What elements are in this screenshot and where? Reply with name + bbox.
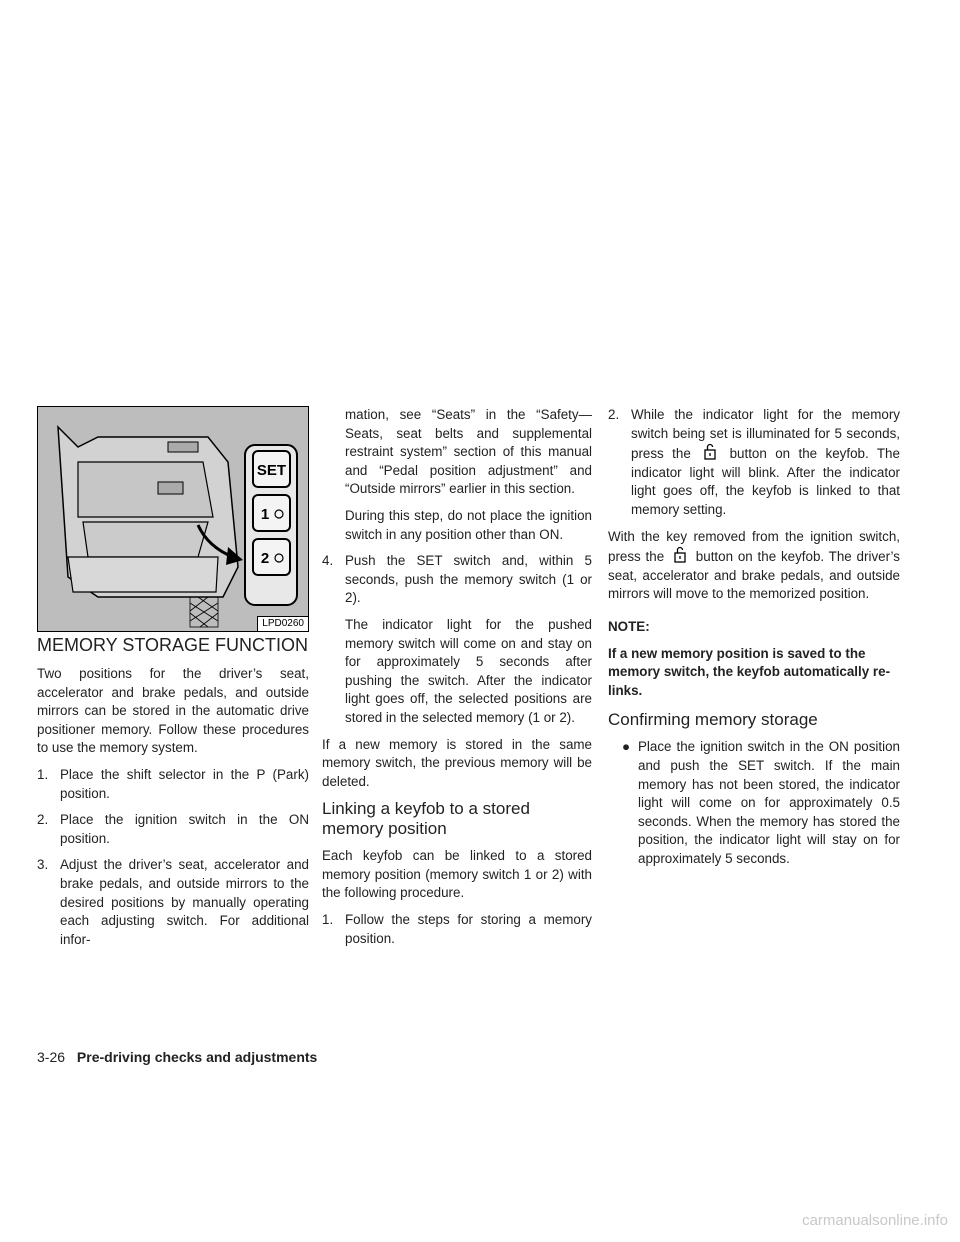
confirm-bullet: [608, 738, 900, 868]
page-footer: [37, 1048, 357, 1066]
figure-label: LPD0260: [257, 616, 308, 631]
step-number: 1.: [37, 766, 49, 782]
step-4-note: The indicator light for the pushed memory switch will come on and stay on for approximately 5 seconds after pushing the switch. After the indicator light goes off, the selected positions are stored in the selected memory (1 or 2).: [345, 616, 592, 725]
bullet-icon: ●: [622, 739, 631, 755]
section-title: Pre-driving checks and adjustments: [76, 1049, 318, 1065]
step-2: [37, 811, 309, 848]
link-step-2: [608, 406, 900, 520]
column-3: [608, 406, 900, 876]
step-3: [37, 856, 309, 949]
confirm-heading: Confirming memory storage: [608, 710, 818, 730]
confirm-text: Place the ignition switch in the ON position and push the SET switch. If the main memory has not been stored, the indicator light will come on for approximately 0.5 seconds. When the memory has stored the position, the indicator light will stay on for approximately 5 seconds.: [638, 739, 900, 866]
page-number: 3-26: [37, 1049, 66, 1065]
step-text: Follow the steps for storing a memory position.: [345, 912, 592, 946]
step-text-after: button on the keyfob. The indicator light will blink. After the indicator light goes off, the keyfob is linked to that memory setting.: [631, 446, 900, 517]
link-step-1: [322, 911, 592, 948]
link-intro-paragraph: Each keyfob can be linked to a stored memory position (memory switch 1 or 2) with the following procedure.: [322, 848, 592, 901]
step-1: [37, 766, 309, 803]
recall-text-after: button on the keyfob. The driver’s seat, accelerator and brake pedals, and outside mirrors will move to the memorized position.: [608, 549, 900, 602]
step-number: 2.: [37, 812, 49, 828]
step-3-continuation: mation, see “Seats” in the “Safety—Seats, seat belts and supplemental restraint system” section of this manual and “Pedal position adjustment” and “Outside mirrors” earlier in this section.: [345, 407, 592, 497]
keyfob-unlock-icon: [699, 443, 721, 461]
step-text: Push the SET switch and, within 5 seconds, push the memory switch (1 or 2).: [345, 553, 592, 606]
step-text: Place the shift selector in the P (Park) position.: [60, 766, 309, 801]
door-memory-switch-figure: [37, 406, 309, 632]
watermark: carmanualsonline.info: [802, 1212, 948, 1229]
overwrite-paragraph: If a new memory is stored in the same memory switch, the previous memory will be deleted.: [322, 736, 592, 789]
recall-text-before: With the key removed from the ignition switch, press the: [608, 528, 900, 565]
step-number: 1.: [322, 912, 334, 928]
step-4: [322, 552, 592, 608]
step-number: 3.: [37, 857, 49, 873]
memory-switch-2-label: 2: [260, 550, 270, 567]
link-keyfob-heading: Linking a keyfob to a stored memory position: [322, 799, 530, 839]
set-switch-label: SET: [256, 462, 287, 479]
note-heading: NOTE:: [608, 618, 650, 634]
note-body: If a new memory position is saved to the memory switch, the keyfob automatically re-links.: [608, 645, 891, 698]
section-heading: MEMORY STORAGE FUNCTION: [37, 635, 309, 655]
memory-switch-1-label: 1: [260, 506, 270, 523]
column-1: [37, 635, 309, 957]
step-number: 4.: [322, 553, 334, 569]
step-text: Adjust the driver’s seat, accelerator and brake pedals, and outside mirrors to the desired positions by manually operating each adjusting switch. For additional infor-: [60, 857, 309, 947]
keyfob-unlock-icon: [669, 546, 691, 564]
step-text: Place the ignition switch in the ON position.: [60, 812, 309, 846]
intro-paragraph: Two positions for the driver’s seat, accelerator and brake pedals, and outside mirrors can be stored in the automatic drive positioner memory. Follow these procedures to use the memory system.: [37, 666, 309, 756]
door-panel-illustration: [38, 407, 308, 631]
column-2: [322, 406, 592, 956]
step-3-note: During this step, do not place the ignition switch in any position other than ON.: [345, 507, 592, 542]
step-number: 2.: [608, 407, 620, 422]
recall-paragraph: [608, 528, 900, 604]
step-text-before: While the indicator light for the memory switch being set is illuminated for 5 seconds, press the: [631, 407, 900, 462]
